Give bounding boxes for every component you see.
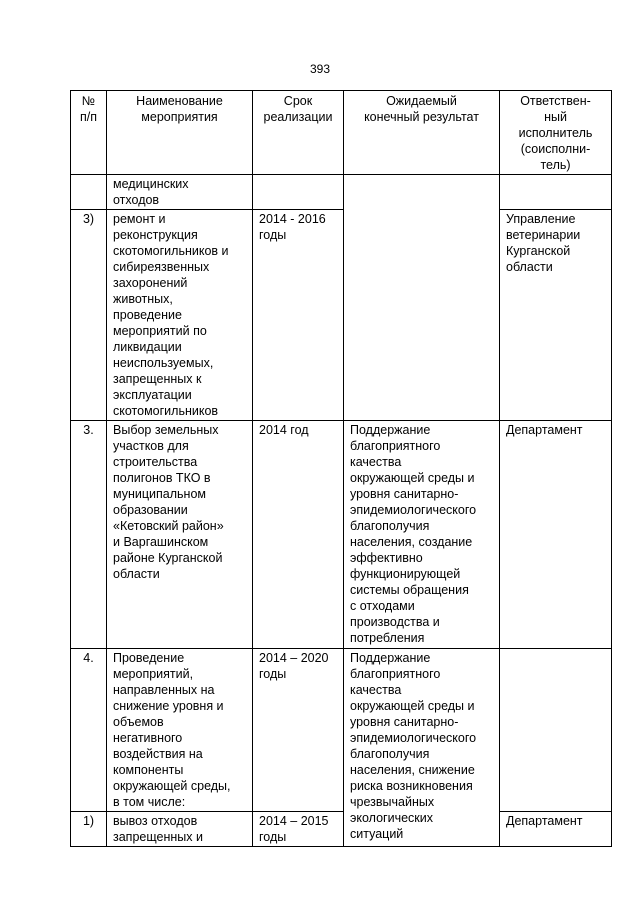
header-num: № п/п [71,91,107,175]
header-term: Срок реализации [253,91,344,175]
cell-executor: Управление ветеринарии Курганской области [500,210,612,421]
cell-result-empty [344,175,500,421]
cell-num: 1) [71,812,107,847]
cell-name: Проведение мероприятий, направленных на снижение уровня и объемов негативного воздействия на компоненты окружающей среды, в том числе: [107,649,253,812]
cell-term: 2014 – 2015 годы [253,812,344,847]
cell-num [71,175,107,210]
cell-name: ремонт и реконструкция скотомогильников и сибиреязвенных захоронений животных, проведение мероприятий по ликвидации неиспользуемых, запрещенных к эксплуатации скотомогильников [107,210,253,421]
table-row [71,812,612,847]
table-row [71,421,612,649]
cell-result: Поддержание благоприятного качества окружающей среды и уровня санитарно- эпидемиологического благополучия населения, снижение риска возникновения чрезвычайных экологических ситуаций [344,649,500,847]
cell-term: 2014 - 2016 годы [253,210,344,421]
cell-name: Выбор земельных участков для строительства полигонов ТКО в муниципальном образовании «Кетовский район» и Варгашинском районе Курганской области [107,421,253,649]
header-name: Наименование мероприятия [107,91,253,175]
cell-executor [500,175,612,210]
cell-executor: Департамент [500,812,612,847]
cell-num: 3) [71,210,107,421]
cell-executor: Департамент [500,421,612,649]
cell-result: Поддержание благоприятного качества окружающей среды и уровня санитарно- эпидемиологического благополучия населения, создание эффективно функционирующей системы обращения с отходами производства и потребления [344,421,500,649]
header-executor: Ответствен- ный исполнитель (соисполни- тель) [500,91,612,175]
cell-term: 2014 – 2020 годы [253,649,344,812]
cell-name: вывоз отходов запрещенных и [107,812,253,847]
cell-num: 4. [71,649,107,812]
cell-term: 2014 год [253,421,344,649]
measures-table [70,90,612,847]
header-result: Ожидаемый конечный результат [344,91,500,175]
cell-name: медицинских отходов [107,175,253,210]
table-row [71,649,612,812]
table-row [71,210,612,421]
cell-num: 3. [71,421,107,649]
cell-term [253,175,344,210]
page-number: 393 [309,62,331,76]
cell-executor [500,649,612,812]
table-header-row [71,91,612,175]
table-row [71,175,612,210]
